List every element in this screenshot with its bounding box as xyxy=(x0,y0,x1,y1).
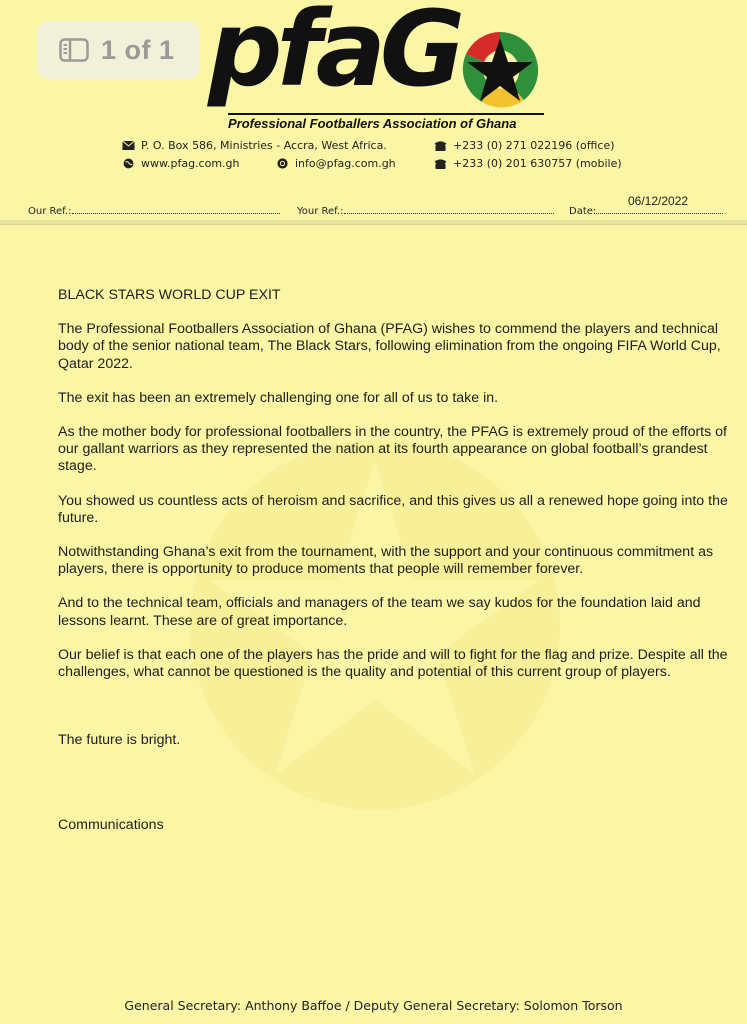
ghana-star-emblem-icon xyxy=(458,28,542,112)
globe-icon xyxy=(122,158,135,169)
our-ref-field: Our Ref.: xyxy=(28,204,280,217)
closing-line: The future is bright. xyxy=(58,732,181,749)
logo-wordmark: pfaG xyxy=(208,0,460,110)
telephone-icon xyxy=(434,140,447,151)
date-value: 06/12/2022 xyxy=(628,194,689,208)
header-divider xyxy=(0,220,747,225)
envelope-icon xyxy=(122,140,135,151)
website-line: www.pfag.com.gh xyxy=(122,157,240,170)
paragraph: As the mother body for professional footballers in the country, the PFAG is extremely proud of the efforts of our gallant warriors as they represented the nation at its fourth appearance on global football’s grandest stage. xyxy=(58,424,727,475)
your-ref-dots xyxy=(344,204,554,214)
office-phone-line: +233 (0) 271 022196 (office) xyxy=(434,139,615,152)
address-line: P. O. Box 586, Ministries - Accra, West Africa. xyxy=(122,139,387,152)
letter-body xyxy=(58,287,728,835)
telephone-icon xyxy=(434,158,447,169)
paragraph: The exit has been an extremely challenging one for all of us to take in. xyxy=(58,389,499,406)
email-line: info@pfag.com.gh xyxy=(276,157,396,170)
your-ref-field: Your Ref.: xyxy=(297,204,554,217)
footer-signatories: General Secretary: Anthony Baffoe / Deputy General Secretary: Solomon Torson xyxy=(124,998,623,1013)
organization-name: Professional Footballers Association of Ghana xyxy=(228,113,544,131)
paragraph: Our belief is that each one of the players has the pride and will to fight for the flag and prize. Despite all the challenges, what cannot be questioned is the quality and potential of this current group of players. xyxy=(58,646,728,681)
page-count-badge[interactable] xyxy=(37,21,200,79)
date-field: Date: xyxy=(569,204,723,217)
at-icon xyxy=(276,158,289,169)
paragraph: Notwithstanding Ghana’s exit from the tournament, with the support and your continuous commitment as players, there is opportunity to produce moments that people will remember forever. xyxy=(58,544,714,578)
paragraph: You showed us countless acts of heroism and sacrifice, and this gives us all a renewed hope going into the future. xyxy=(58,492,728,526)
letter-heading: BLACK STARS WORLD CUP EXIT xyxy=(58,287,281,303)
paragraph: And to the technical team, officials and managers of the team we say kudos for the foundation laid and lessons learnt. These are of great importance. xyxy=(58,595,701,629)
pfag-logo xyxy=(208,0,544,135)
mobile-phone-line: +233 (0) 201 630757 (mobile) xyxy=(434,157,622,170)
paragraph: The Professional Footballers Association of Ghana (PFAG) wishes to commend the players and technical body of the senior national team, The Black Stars, following elimination from the ongoing FIFA World Cup, Qatar 2022. xyxy=(58,321,721,372)
signoff: Communications xyxy=(58,817,164,834)
our-ref-dots xyxy=(72,204,280,214)
sidebar-toggle-icon xyxy=(59,38,89,62)
page-indicator: 1 of 1 xyxy=(101,34,175,65)
